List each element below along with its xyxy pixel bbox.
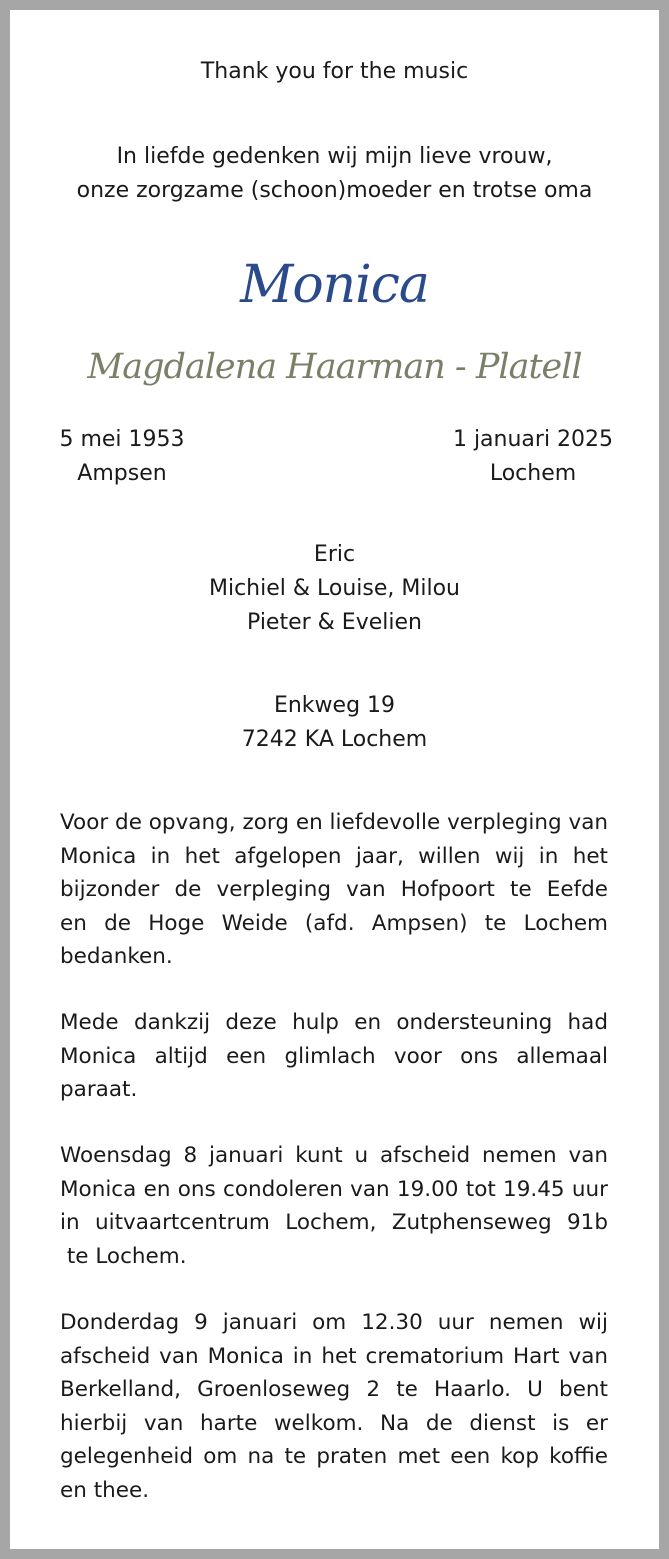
death-info [438, 423, 628, 491]
intro-line-2: onze zorgzame (schoon)moeder en trotse oma [76, 178, 593, 203]
family-member: Pieter & Evelien [247, 610, 422, 635]
paragraph-line: Monica altijd een glimlach voor ons allemaal [60, 1043, 608, 1069]
family-member: Eric [313, 542, 356, 567]
birth-place: Ampsen [77, 461, 167, 486]
paragraph-line: bijzonder de verpleging van Hofpoort te Eefde [60, 877, 608, 902]
family-member: Michiel & Louise, Milou [208, 576, 460, 601]
death-date: 1 januari 2025 [452, 427, 614, 452]
paragraph-line: te Lochem. [60, 1243, 187, 1269]
paragraph-line: gelegenheid om na te praten met een kop koffie [60, 1444, 608, 1469]
cremation-paragraph [60, 1306, 608, 1507]
intro-line-1: In liefde gedenken wij mijn lieve vrouw, [116, 144, 553, 169]
paragraph-line: Voor de opvang, zorg en liefdevolle verpleging van [60, 810, 608, 835]
address-city: 7242 KA Lochem [241, 727, 428, 752]
paragraph-line: Donderdag 9 januari om 12.30 uur nemen wij [60, 1310, 608, 1335]
paragraph-line: bedanken. [60, 944, 173, 969]
deceased-first-name: Monica [240, 255, 429, 315]
paragraph-line: paraat. [60, 1077, 138, 1102]
paragraph-line: Monica in het afgelopen jaar, willen wij in het [60, 843, 608, 869]
address-street: Enkweg 19 [273, 693, 396, 718]
paragraph-line: en thee. [60, 1477, 150, 1503]
paragraph-line: Woensdag 8 januari kunt u afscheid nemen van [60, 1143, 608, 1168]
support-paragraph [60, 1006, 608, 1107]
thanks-paragraph [60, 806, 608, 974]
paragraph-line: afscheid van Monica in het crematorium Hart van [60, 1343, 608, 1369]
paragraph-line: Monica en ons condoleren van 19.00 tot 19.45 uur [60, 1176, 608, 1202]
paragraph-line: Mede dankzij deze hulp en ondersteuning had [60, 1010, 608, 1035]
paragraph-line: Berkelland, Groenloseweg 2 te Haarlo. U bent [60, 1377, 608, 1402]
paragraph-line: en de Hoge Weide (afd. Ampsen) te Lochem [60, 910, 608, 936]
farewell-paragraph [60, 1139, 608, 1273]
birth-info [52, 423, 192, 491]
funeral-notice-card [10, 10, 659, 1549]
motto: Thank you for the music [200, 59, 469, 84]
paragraph-line: in uitvaartcentrum Lochem, Zutphenseweg 91b [60, 1210, 608, 1235]
birth-date: 5 mei 1953 [59, 427, 185, 452]
death-place: Lochem [489, 461, 577, 486]
paragraph-line: hierbij van harte welkom. Na de dienst is er [60, 1410, 608, 1436]
deceased-full-name: Magdalena Haarman - Platell [87, 347, 582, 387]
